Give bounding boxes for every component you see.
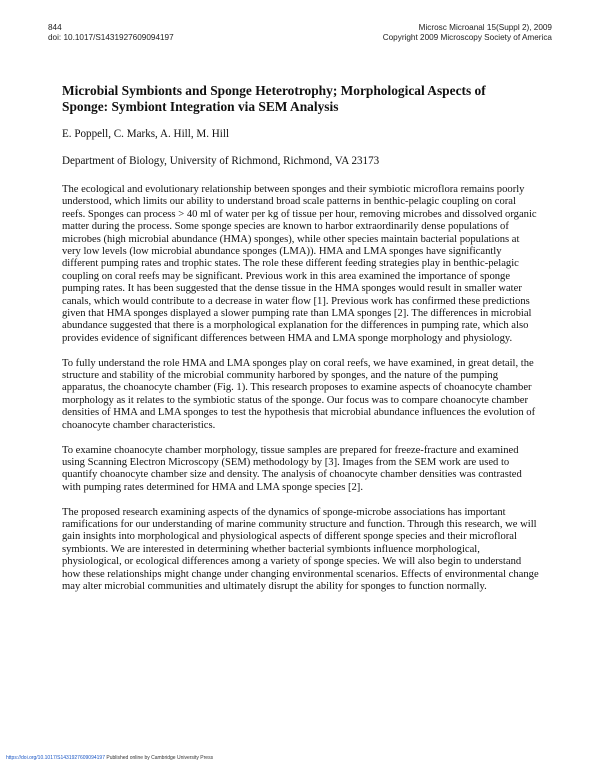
paragraph-4: The proposed research examining aspects of the dynamics of sponge-microbe associations has important ramifications for our understanding of marine community structure and function. Through this research, we will gain insights into morphological and physiological aspects of different sponge species and their microfloral symbionts. We are interested in determining whether bacterial symbionts influence morphological, physiological, or ecological differences among a variety of sponge species. We will also begin to understand how these relationships might change under changing environmental scenarios. Effects of environmental change may alter microbial communities and ultimately disrupt the ability for sponges to function normally. <box>62 506 539 592</box>
paragraph-3: To examine choanocyte chamber morphology, tissue samples are prepared for freeze-fracture and examined using Scanning Electron Microscopy (SEM) methodology by [3]. Images from the SEM work are used to quantify choanocyte chamber size and density. The analysis of choanocyte chamber densities was contrasted with pumping rates determined for HMA and LMA sponge species [2]. <box>62 444 522 493</box>
running-header-right <box>383 23 552 43</box>
published-online-text: Published online by Cambridge University Press <box>104 755 214 761</box>
paragraph-1: The ecological and evolutionary relationship between sponges and their symbiotic microflora remains poorly understood, which limits our ability to understand broad scale patterns in benthic-pelagic coupling on coral reefs. Sponges can process > 40 ml of water per kg of tissue per hour, removing microbes and dissolved organic matter during the process. Some sponge species are known to harbor extraordinarily dense populations of microbes (high microbial abundance (HMA) sponges), while other species maintain bacterial populations at very low levels (low microbial abundance sponges (LMA)). HMA and LMA sponges have significantly different pumping rates and trophic states. The role these different feeding strategies play in benthic-pelagic coupling on coral reefs may be significant. Previous work in this area examined the importance of sponge pumping rates. It has been suggested that the dense tissue in the HMA sponges would result in smaller water canals, which would contribute to a decrease in water flow [1]. Previous work has confirmed these predictions given that HMA sponges displayed a slower pumping rate than LMA sponges [2]. The differences in microbial abundance suggested that there is a morphological explanation for the differences in pumping rate, which also provides evidence of significant differences between HMA and LMA sponge morphology and physiology. <box>62 184 537 344</box>
affiliation: Department of Biology, University of Richmond, Richmond, VA 23173 <box>62 155 380 167</box>
doi-link[interactable]: https://doi.org/10.1017/S1431927609094197 <box>6 755 105 761</box>
author-list: E. Poppell, C. Marks, A. Hill, M. Hill <box>62 128 230 140</box>
copyright-notice: Copyright 2009 Microscopy Society of America <box>382 33 552 42</box>
journal-citation: Microsc Microanal 15(Suppl 2), 2009 <box>418 23 552 32</box>
paragraph-2: To fully understand the role HMA and LMA sponges play on coral reefs, we have examined, in great detail, the structure and stability of the microbial community harbored by sponges, and the nature of the pumping apparatus, the choanocyte chamber (Fig. 1). This research proposes to examine aspects of choanocyte chamber morphology as it relates to the symbiotic status of the sponge. Our focus was to compare choanocyte chamber densities of HMA and LMA sponges to test the hypothesis that microbial abundance influences the evolution of choanocyte chamber characteristics. <box>62 357 536 431</box>
doi-text: doi: 10.1017/S1431927609094197 <box>48 33 174 42</box>
running-header-left <box>48 23 174 43</box>
article-title: Microbial Symbionts and Sponge Heterotrophy; Morphological Aspects of Sponge: Symbiont Integration via SEM Analysis <box>62 83 486 114</box>
article-body <box>62 184 540 606</box>
page-number: 844 <box>48 23 62 32</box>
page-footer <box>6 755 213 761</box>
